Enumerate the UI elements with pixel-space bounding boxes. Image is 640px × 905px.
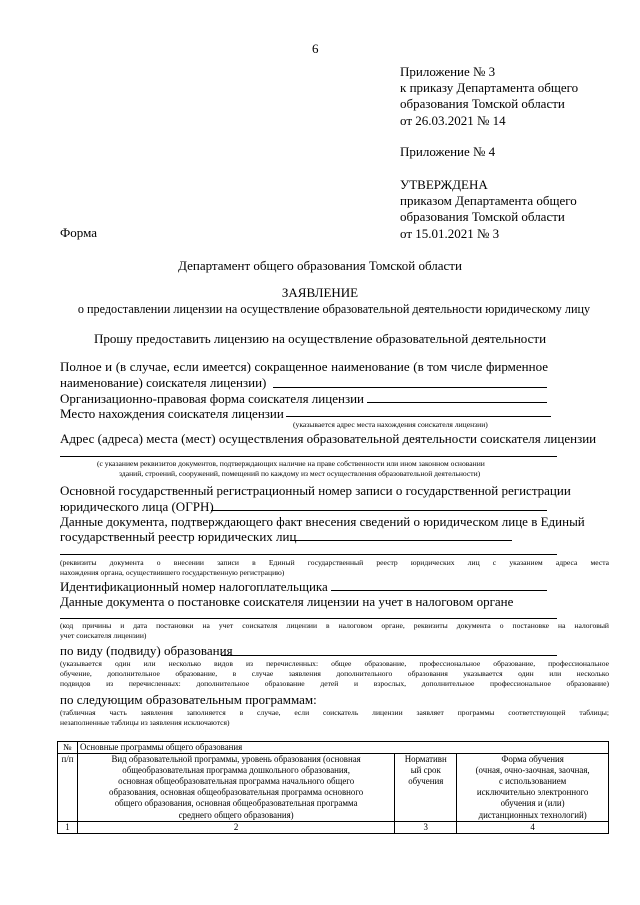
header-line: Нормативн — [404, 754, 447, 765]
kind-hint-2: обучение, дополнительное образование, в случае заявления дополнительного образования указывается один или несколько — [60, 669, 609, 678]
kind-field[interactable] — [221, 655, 557, 656]
department: Департамент общего образования Томской области — [178, 258, 462, 273]
tax-hint-2: учет соискателя лицензии) — [60, 631, 147, 640]
header-line: с использованием — [498, 776, 567, 787]
form-label: Форма — [60, 225, 97, 240]
inn-field[interactable] — [331, 590, 547, 591]
egrul-hint: (реквизиты документа о внесении записи в Единый государственный реестр юридических лиц с указанием адреса места — [60, 558, 609, 567]
location-hint: (указывается адрес места нахождения соискателя лицензии) — [293, 420, 488, 429]
egrul-hint-2: нахождения органа, осуществившего государственную регистрацию) — [60, 568, 285, 577]
tax-hint: (код причины и дата постановки на учет соискателя лицензии в налоговом органе, реквизиты документа о постановке на налоговый — [60, 621, 609, 630]
inn-label: Идентификационный номер налогоплательщика — [60, 579, 328, 594]
table-header-form — [457, 754, 609, 822]
addresses-label: Адрес (адреса) места (мест) осуществления образовательной деятельности соискателя лицензии — [60, 431, 597, 446]
addresses-field[interactable] — [60, 456, 557, 457]
approved-line: приказом Департамента общего — [400, 193, 577, 209]
appendix-3-line: от 26.03.2021 № 14 — [400, 112, 506, 128]
kind-label: по виду (подвиду) образования — [60, 643, 233, 658]
programs-hint: (табличная часть заявления заполняется в случае, если соискатель лицензии заявляет программы соответствующей таблицы; — [60, 708, 609, 717]
legal-form-label: Организационно-правовая форма соискателя лицензии — [60, 391, 364, 406]
full-name-label: Полное и (в случае, если имеется) сокращенное наименование (в том числе фирменное — [60, 359, 548, 374]
location-label: Место нахождения соискателя лицензии — [60, 406, 284, 421]
table-number-cell: 3 — [395, 821, 457, 833]
table-number-cell: 4 — [457, 821, 609, 833]
egrul-label: Данные документа, подтверждающего факт внесения сведений о юридическом лице в Единый — [60, 514, 585, 529]
appendix-3-block — [400, 64, 578, 129]
header-line: Форма обучения — [501, 754, 564, 765]
approved-title: УТВЕРЖДЕНА — [400, 177, 488, 192]
egrul-field-2[interactable] — [60, 554, 557, 555]
tax-label: Данные документа о постановке соискателя лицензии на учет в налоговом органе — [60, 594, 514, 609]
location-field[interactable] — [286, 416, 551, 417]
table-number-cell: 2 — [77, 821, 394, 833]
programs-label: по следующим образовательным программам: — [60, 692, 317, 707]
table-cell-no-header: № — [58, 742, 78, 754]
table-header-term — [395, 754, 457, 822]
page-number: 6 — [312, 41, 319, 56]
appendix-4: Приложение № 4 — [400, 144, 496, 159]
legal-form-field[interactable] — [367, 402, 547, 403]
header-line: Вид образовательной программы, уровень образования (основная — [111, 754, 361, 765]
header-line: дистанционных технологий) — [478, 809, 587, 820]
header-line: исключительно электронного — [476, 787, 589, 798]
kind-hint: (указывается один или несколько видов из перечисленных: общее образование, профессиональное образование, профессиональное — [60, 659, 609, 668]
table-cell-no-sub: п/п — [58, 754, 78, 822]
appendix-3-line: Приложение № 3 — [400, 64, 496, 79]
full-name-label-2: наименование) соискателя лицензии) — [60, 375, 267, 390]
table-number-cell: 1 — [58, 821, 78, 833]
document-subtitle: о предоставлении лицензии на осуществление образовательной деятельности юридическому лицу — [77, 302, 591, 316]
programs-hint-2: незаполненные таблицы из заявления исключаются) — [60, 718, 230, 727]
egrul-field[interactable] — [290, 540, 512, 541]
tax-field[interactable] — [60, 618, 557, 619]
header-line: основная общеобразовательная программа начального общего — [118, 776, 355, 787]
approved-line: образования Томской области — [400, 209, 565, 225]
header-line: общеобразовательная программа дошкольного образования, — [122, 765, 350, 776]
request-text: Прошу предоставить лицензию на осуществление образовательной деятельности — [93, 331, 547, 346]
table-row-numbers — [58, 821, 609, 833]
table-row — [58, 754, 609, 822]
approved-line: от 15.01.2021 № 3 — [400, 225, 500, 241]
ogrn-label-2: юридического лица (ОГРН) — [60, 499, 214, 514]
header-line: обучения и (или) — [500, 798, 565, 809]
document-title: ЗАЯВЛЕНИЕ — [281, 285, 359, 300]
addresses-hint-2: зданий, строений, сооружений, помещений по каждому из мест осуществления образовательной деятельности) — [119, 469, 481, 478]
table-header-kind — [77, 754, 394, 822]
egrul-label-2: государственный реестр юридических лиц — [60, 529, 297, 544]
header-line: общего образования, основная общеобразовательная программа — [114, 798, 358, 809]
ogrn-label: Основной государственный регистрационный номер записи о государственной регистрации — [60, 483, 571, 498]
table-row — [58, 742, 609, 754]
appendix-3-line: к приказу Департамента общего — [400, 80, 579, 96]
header-line: ый срок — [410, 765, 441, 776]
table-section-title: Основные программы общего образования — [77, 742, 608, 754]
header-line: образования, основная общеобразовательная программа основного — [109, 787, 364, 798]
header-line: среднего общего образования) — [178, 809, 294, 820]
ogrn-field[interactable] — [211, 510, 547, 511]
kind-hint-3: подвидов из перечисленных: дополнительное образование детей и взрослых, дополнительное профессиональное образование) — [60, 679, 609, 688]
addresses-hint: (с указанием реквизитов документов, подтверждающих наличие на праве собственности или ином законном основании — [97, 459, 485, 468]
header-line: обучения — [408, 776, 444, 787]
approved-block — [400, 177, 577, 242]
header-line: (очная, очно-заочная, заочная, — [475, 765, 590, 776]
appendix-3-line: образования Томской области — [400, 96, 565, 112]
full-name-field[interactable] — [273, 387, 547, 388]
programs-table — [57, 741, 609, 834]
